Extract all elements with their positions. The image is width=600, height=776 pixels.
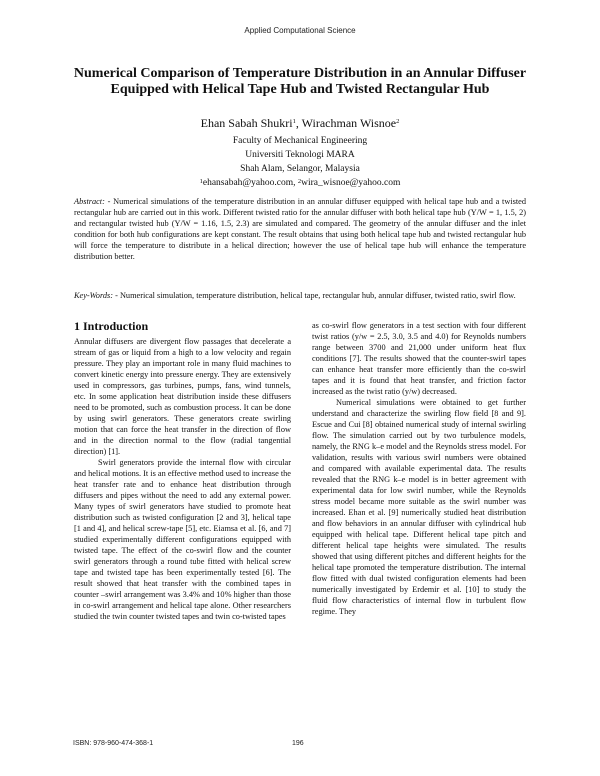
- keywords-text: Numerical simulation, temperature distribution, helical tape, rectangular hub, annular diffuser, twisted ratio, swirl flow.: [119, 291, 516, 300]
- keywords-label: Key-Words: -: [74, 291, 120, 300]
- email-1-sup: 1: [199, 178, 203, 185]
- email-2-sup: 2: [297, 178, 302, 185]
- email-2: wira_wisnoe@yahoo.com: [301, 178, 401, 188]
- author-separator: ,: [295, 116, 302, 130]
- paper-title: Numerical Comparison of Temperature Distribution in an Annular Diffuser Equipped with Helical Tape Hub and Twisted Rectangular Hub: [73, 66, 527, 97]
- emails: [0, 176, 600, 190]
- intro-paragraph-1: Annular diffusers are divergent flow passages that decelerate a stream of gas or liquid from a high to a low velocity and regain pressure. They play an important role in many fluid machines to convert kinetic energy into pressure energy. They are extensively used in compressors, gas turbines, pumps, fans, wind tunnels, etc. In some application heat distribution inside these diffusers need to be promoted, such as combustion process. It can be done by using swirl generators. These generators create swirling motion that can force the heat transfer in the direction of flow and in the direction normal to the flow (radial tangential direction) [1].: [74, 337, 291, 456]
- author-1: Ehan Sabah Shukri: [200, 116, 293, 130]
- email-1: ehansabah@yahoo.com,: [202, 178, 298, 188]
- intro-paragraph-2: Swirl generators provide the internal flow with circular and helical motions. It is an effective method used to increase the heat transfer rate and to enhance heat distribution through diffusers and pipes without the need to add any external power. Many types of swirl generators have studied to promote heat distribution such as twisted configuration [2 and 3], helical tape [1 and 4], and helical screw-tape [5], etc. Eiamsa et al. [6, and 7] studied experimentally different configurations equipped with twisted tape. The effect of the co-swirl flow and the counter swirl generators through a round tube fitted with helical screw tape and twisted tape has been experimentally tested [6]. The result showed that heat transfer with the combined tapes in counter –swirl arrangement was 3.4% and 10% higher than those in co-swirl arrangement and helical tape alone. Other researchers studied the twin counter twisted tapes and twin co-twisted tapes: [74, 458, 291, 621]
- university: Universiti Teknologi MARA: [245, 150, 355, 160]
- abstract-text: Numerical simulations of the temperature distribution in an annular diffuser equipped with helical tape hub and a twisted rectangular hub are carried out in this work. Different twisted ratio for the annular diffuser with both helical tape hub (Y/W = 1, 1.5, 2) and rectangular twisted hub (Y/W = 1.16, 1.5, 2.3) are simulated and compared. The geometry of the annular diffuser and the inlet condition for both hub configurations are kept constant. The result obtains that using both helical tape hub and twisted rectangular hub will force the temperature to distribute in a helical direction; however the use of helical tape hub will enhance the temperature distribution better.: [74, 197, 526, 261]
- faculty: Faculty of Mechanical Engineering: [232, 136, 368, 146]
- author-1-sup: 1: [292, 118, 296, 125]
- intro-paragraph-4: Numerical simulations were obtained to get further understand and characterize the swirling flow field [8 and 9]. Escue and Cui [8] obtained numerical study of internal swirling flow. The simulation carried out by two turbulence models, namely, the RNG k–e model and the Reynolds stress model. For validation, results with various swirl numbers were obtained and compared with available experimental data. The results revealed that the RNG k–e model is in better agreement with experimental data for low swirl number, while the Reynolds stress model became more suitable as the swirl number was increased. Ehan et al. [9] numerically studied heat distribution and flow behaviors in an annular diffuser with cylindrical hub equipped with helical tape. Different helical tape pitch and different helical tape heights were simulated. The results showed that using different pitches and different heights for the helical tape promoted the temperature distribution. The internal flow fitted with dual twisted configuration elements had been numerically investigated by Erdemir et al. [10] to study the fluid flow characteristics of internal flow in turbulent flow regime. They: [312, 398, 526, 616]
- section-heading: 1 Introduction: [74, 319, 149, 333]
- author-2: Wirachman Wisnoe: [301, 116, 397, 130]
- right-column: [312, 320, 526, 617]
- left-column: [74, 318, 291, 622]
- isbn: ISBN: 978-960-474-368-1: [73, 740, 154, 747]
- journal-name: Applied Computational Science: [244, 26, 356, 35]
- author-2-sup: 2: [396, 118, 400, 125]
- abstract-label: Abstract: -: [74, 197, 114, 206]
- abstract: [74, 196, 526, 262]
- affiliation: [0, 134, 600, 190]
- intro-paragraph-3: as co-swirl flow generators in a test section with four different twist ratios (y/w = 2.5, 3.0, 3.5 and 4.0) for Reynolds numbers range between 3700 and 21,000 under uniform heat flux conditions [7]. The results showed that the counter-swirl tapes can enhance heat transfer more efficiently than the co-swirl tapes and it is found that heat transfer, and friction factor increased as the twist ratio (y/w) decreased.: [312, 321, 526, 396]
- keywords: [74, 290, 526, 301]
- authors: [0, 116, 600, 130]
- city: Shah Alam, Selangor, Malaysia: [240, 164, 360, 174]
- page-number: 196: [292, 740, 304, 747]
